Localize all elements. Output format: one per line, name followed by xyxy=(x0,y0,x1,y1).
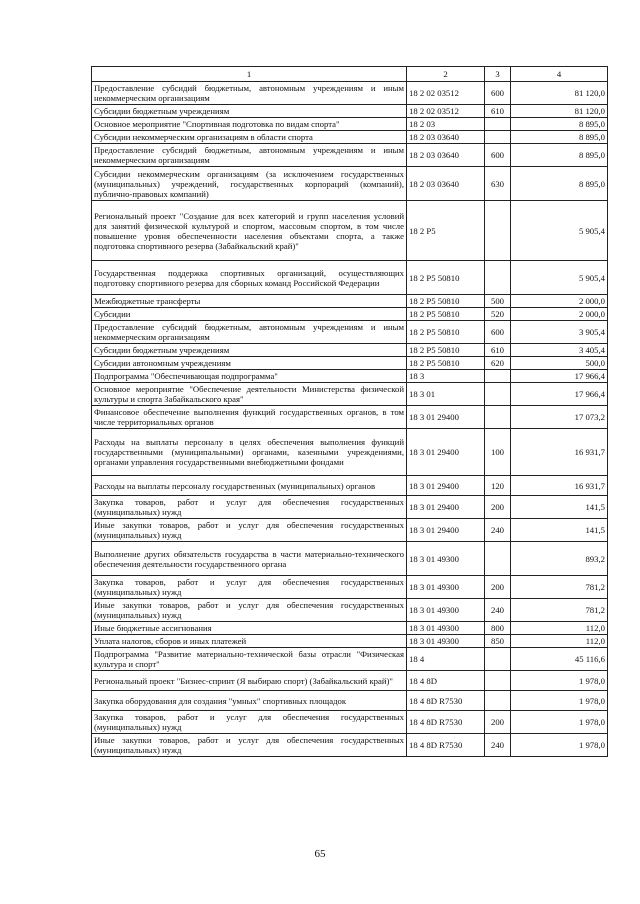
row-vr-cell: 100 xyxy=(485,429,511,476)
table-row xyxy=(92,599,608,622)
row-vr-cell xyxy=(485,118,511,131)
row-name-cell: Субсидии бюджетным учреждениям xyxy=(92,105,407,118)
row-name-cell: Субсидии некоммерческим организациям (за исключением государственных (муниципальных) учреждений, государственных корпораций (компаний), публично-правовых компаний) xyxy=(92,167,407,201)
row-code-cell: 18 2 03 xyxy=(407,118,485,131)
table-row xyxy=(92,261,608,295)
table-row xyxy=(92,671,608,691)
row-code-cell: 18 2 Р5 50810 xyxy=(407,344,485,357)
table-row xyxy=(92,691,608,711)
row-name-cell: Подпрограмма "Развитие материально-технической базы отрасли "Физическая культура и спорт" xyxy=(92,648,407,671)
table-row xyxy=(92,576,608,599)
row-code-cell: 18 3 01 29400 xyxy=(407,406,485,429)
row-amount-cell: 781,2 xyxy=(511,576,608,599)
table-row xyxy=(92,519,608,542)
row-vr-cell: 200 xyxy=(485,576,511,599)
row-vr-cell: 240 xyxy=(485,599,511,622)
row-vr-cell: 500 xyxy=(485,295,511,308)
table-row xyxy=(92,82,608,105)
row-vr-cell xyxy=(485,671,511,691)
row-code-cell: 18 3 01 29400 xyxy=(407,496,485,519)
row-amount-cell: 3 905,4 xyxy=(511,321,608,344)
table-row xyxy=(92,105,608,118)
row-name-cell: Расходы на выплаты персоналу в целях обеспечения выполнения функций государственными (муниципальными) органами, казенными учреждениями, органами управления государственными внебюджетными фондами xyxy=(92,429,407,476)
row-amount-cell: 112,0 xyxy=(511,622,608,635)
row-amount-cell: 16 931,7 xyxy=(511,476,608,496)
table-row xyxy=(92,496,608,519)
row-name-cell: Иные закупки товаров, работ и услуг для обеспечения государственных (муниципальных) нужд xyxy=(92,519,407,542)
row-amount-cell: 500,0 xyxy=(511,357,608,370)
row-vr-cell: 600 xyxy=(485,144,511,167)
row-name-cell: Межбюджетные трансферты xyxy=(92,295,407,308)
row-code-cell: 18 4 8D R7530 xyxy=(407,691,485,711)
row-code-cell: 18 2 Р5 50810 xyxy=(407,261,485,295)
row-code-cell: 18 4 8D R7530 xyxy=(407,711,485,734)
row-name-cell: Предоставление субсидий бюджетным, автономным учреждениям и иным некоммерческим организациям xyxy=(92,82,407,105)
row-name-cell: Основное мероприятие "Спортивная подготовка по видам спорта" xyxy=(92,118,407,131)
row-vr-cell xyxy=(485,131,511,144)
row-amount-cell: 893,2 xyxy=(511,542,608,576)
row-vr-cell: 240 xyxy=(485,519,511,542)
row-name-cell: Субсидии некоммерческим организациям в области спорта xyxy=(92,131,407,144)
row-amount-cell: 5 905,4 xyxy=(511,201,608,261)
row-code-cell: 18 3 01 49300 xyxy=(407,576,485,599)
row-code-cell: 18 3 01 49300 xyxy=(407,599,485,622)
row-name-cell: Расходы на выплаты персоналу государственных (муниципальных) органов xyxy=(92,476,407,496)
table-row xyxy=(92,542,608,576)
row-vr-cell xyxy=(485,201,511,261)
row-amount-cell: 1 978,0 xyxy=(511,734,608,757)
row-vr-cell: 620 xyxy=(485,357,511,370)
row-vr-cell xyxy=(485,406,511,429)
row-amount-cell: 81 120,0 xyxy=(511,105,608,118)
table-row xyxy=(92,711,608,734)
row-amount-cell: 17 966,4 xyxy=(511,370,608,383)
row-amount-cell: 781,2 xyxy=(511,599,608,622)
row-amount-cell: 8 895,0 xyxy=(511,118,608,131)
row-code-cell: 18 4 8D R7530 xyxy=(407,734,485,757)
row-amount-cell: 8 895,0 xyxy=(511,144,608,167)
row-vr-cell xyxy=(485,691,511,711)
row-vr-cell: 200 xyxy=(485,711,511,734)
table-row xyxy=(92,635,608,648)
row-code-cell: 18 3 01 49300 xyxy=(407,542,485,576)
row-name-cell: Государственная поддержка спортивных организаций, осуществляющих подготовку спортивного резерва для сборных команд Российской Федерации xyxy=(92,261,407,295)
row-name-cell: Иные бюджетные ассигнования xyxy=(92,622,407,635)
row-vr-cell: 630 xyxy=(485,167,511,201)
table-row xyxy=(92,321,608,344)
table-row xyxy=(92,308,608,321)
row-amount-cell: 17 966,4 xyxy=(511,383,608,406)
page-number: 65 xyxy=(314,848,326,860)
row-name-cell: Иные закупки товаров, работ и услуг для обеспечения государственных (муниципальных) нужд xyxy=(92,599,407,622)
row-amount-cell: 1 978,0 xyxy=(511,711,608,734)
row-amount-cell: 141,5 xyxy=(511,496,608,519)
row-amount-cell: 16 931,7 xyxy=(511,429,608,476)
table-row xyxy=(92,648,608,671)
row-vr-cell: 600 xyxy=(485,82,511,105)
row-vr-cell xyxy=(485,383,511,406)
header-cell-amount: 4 xyxy=(511,67,608,82)
row-code-cell: 18 2 Р5 50810 xyxy=(407,308,485,321)
row-code-cell: 18 2 02 03512 xyxy=(407,82,485,105)
table-row xyxy=(92,734,608,757)
row-vr-cell: 800 xyxy=(485,622,511,635)
row-name-cell: Субсидии автономным учреждениям xyxy=(92,357,407,370)
row-amount-cell: 112,0 xyxy=(511,635,608,648)
table-row xyxy=(92,622,608,635)
row-name-cell: Закупка оборудования для создания "умных" спортивных площадок xyxy=(92,691,407,711)
row-vr-cell: 850 xyxy=(485,635,511,648)
row-code-cell: 18 3 xyxy=(407,370,485,383)
row-name-cell: Предоставление субсидий бюджетным, автономным учреждениям и иным некоммерческим организациям xyxy=(92,144,407,167)
row-code-cell: 18 3 01 29400 xyxy=(407,519,485,542)
row-name-cell: Закупка товаров, работ и услуг для обеспечения государственных (муниципальных) нужд xyxy=(92,496,407,519)
row-code-cell: 18 2 03 03640 xyxy=(407,167,485,201)
row-vr-cell: 610 xyxy=(485,105,511,118)
row-code-cell: 18 2 Р5 50810 xyxy=(407,321,485,344)
row-name-cell: Региональный проект "Бизнес-спринт (Я выбираю спорт) (Забайкальский край)" xyxy=(92,671,407,691)
row-code-cell: 18 3 01 49300 xyxy=(407,635,485,648)
row-vr-cell xyxy=(485,370,511,383)
row-code-cell: 18 3 01 xyxy=(407,383,485,406)
row-amount-cell: 1 978,0 xyxy=(511,691,608,711)
row-vr-cell xyxy=(485,542,511,576)
row-vr-cell: 240 xyxy=(485,734,511,757)
table-row xyxy=(92,476,608,496)
row-name-cell: Основное мероприятие "Обеспечение деятельности Министерства физической культуры и спорта Забайкальского края" xyxy=(92,383,407,406)
row-code-cell: 18 2 03 03640 xyxy=(407,131,485,144)
header-cell-vr: 3 xyxy=(485,67,511,82)
row-vr-cell: 520 xyxy=(485,308,511,321)
row-name-cell: Субсидии xyxy=(92,308,407,321)
row-amount-cell: 2 000,0 xyxy=(511,308,608,321)
row-amount-cell: 81 120,0 xyxy=(511,82,608,105)
row-code-cell: 18 4 xyxy=(407,648,485,671)
row-amount-cell: 3 405,4 xyxy=(511,344,608,357)
row-vr-cell: 120 xyxy=(485,476,511,496)
table-row xyxy=(92,370,608,383)
table-row xyxy=(92,118,608,131)
table-row xyxy=(92,429,608,476)
row-code-cell: 18 2 03 03640 xyxy=(407,144,485,167)
table-row xyxy=(92,144,608,167)
row-code-cell: 18 4 8D xyxy=(407,671,485,691)
row-vr-cell: 610 xyxy=(485,344,511,357)
row-amount-cell: 141,5 xyxy=(511,519,608,542)
table-row xyxy=(92,295,608,308)
row-amount-cell: 45 116,6 xyxy=(511,648,608,671)
table-row xyxy=(92,406,608,429)
row-name-cell: Выполнение других обязательств государства в части материально-технического обеспечения деятельности государственного органа xyxy=(92,542,407,576)
header-cell-name: 1 xyxy=(92,67,407,82)
budget-table xyxy=(91,66,608,757)
row-code-cell: 18 2 Р5 50810 xyxy=(407,357,485,370)
table-row xyxy=(92,131,608,144)
row-name-cell: Финансовое обеспечение выполнения функций государственных органов, в том числе территориальных органов xyxy=(92,406,407,429)
row-amount-cell: 5 905,4 xyxy=(511,261,608,295)
row-amount-cell: 2 000,0 xyxy=(511,295,608,308)
row-code-cell: 18 2 02 03512 xyxy=(407,105,485,118)
row-code-cell: 18 3 01 29400 xyxy=(407,476,485,496)
table-row xyxy=(92,344,608,357)
row-amount-cell: 8 895,0 xyxy=(511,131,608,144)
table-row xyxy=(92,383,608,406)
row-name-cell: Закупка товаров, работ и услуг для обеспечения государственных (муниципальных) нужд xyxy=(92,711,407,734)
row-name-cell: Предоставление субсидий бюджетным, автономным учреждениям и иным некоммерческим организациям xyxy=(92,321,407,344)
row-name-cell: Закупка товаров, работ и услуг для обеспечения государственных (муниципальных) нужд xyxy=(92,576,407,599)
table-header-row xyxy=(92,67,608,82)
row-amount-cell: 1 978,0 xyxy=(511,671,608,691)
row-vr-cell xyxy=(485,648,511,671)
row-vr-cell xyxy=(485,261,511,295)
table-row xyxy=(92,357,608,370)
row-name-cell: Подпрограмма "Обеспечивающая подпрограмма" xyxy=(92,370,407,383)
header-cell-code: 2 xyxy=(407,67,485,82)
row-vr-cell: 600 xyxy=(485,321,511,344)
table-row xyxy=(92,201,608,261)
budget-table-body xyxy=(92,67,608,757)
row-code-cell: 18 3 01 49300 xyxy=(407,622,485,635)
row-vr-cell: 200 xyxy=(485,496,511,519)
row-name-cell: Региональный проект "Создание для всех категорий и групп населения условий для занятий физической культурой и спортом, массовым спортом, в том числе повышение уровня обеспеченности населения объектами спорта, а также подготовка спортивного резерва (Забайкальский край)" xyxy=(92,201,407,261)
row-code-cell: 18 2 Р5 xyxy=(407,201,485,261)
row-name-cell: Уплата налогов, сборов и иных платежей xyxy=(92,635,407,648)
row-name-cell: Иные закупки товаров, работ и услуг для обеспечения государственных (муниципальных) нужд xyxy=(92,734,407,757)
row-name-cell: Субсидии бюджетным учреждениям xyxy=(92,344,407,357)
row-code-cell: 18 2 Р5 50810 xyxy=(407,295,485,308)
row-code-cell: 18 3 01 29400 xyxy=(407,429,485,476)
table-row xyxy=(92,167,608,201)
row-amount-cell: 17 073,2 xyxy=(511,406,608,429)
row-amount-cell: 8 895,0 xyxy=(511,167,608,201)
